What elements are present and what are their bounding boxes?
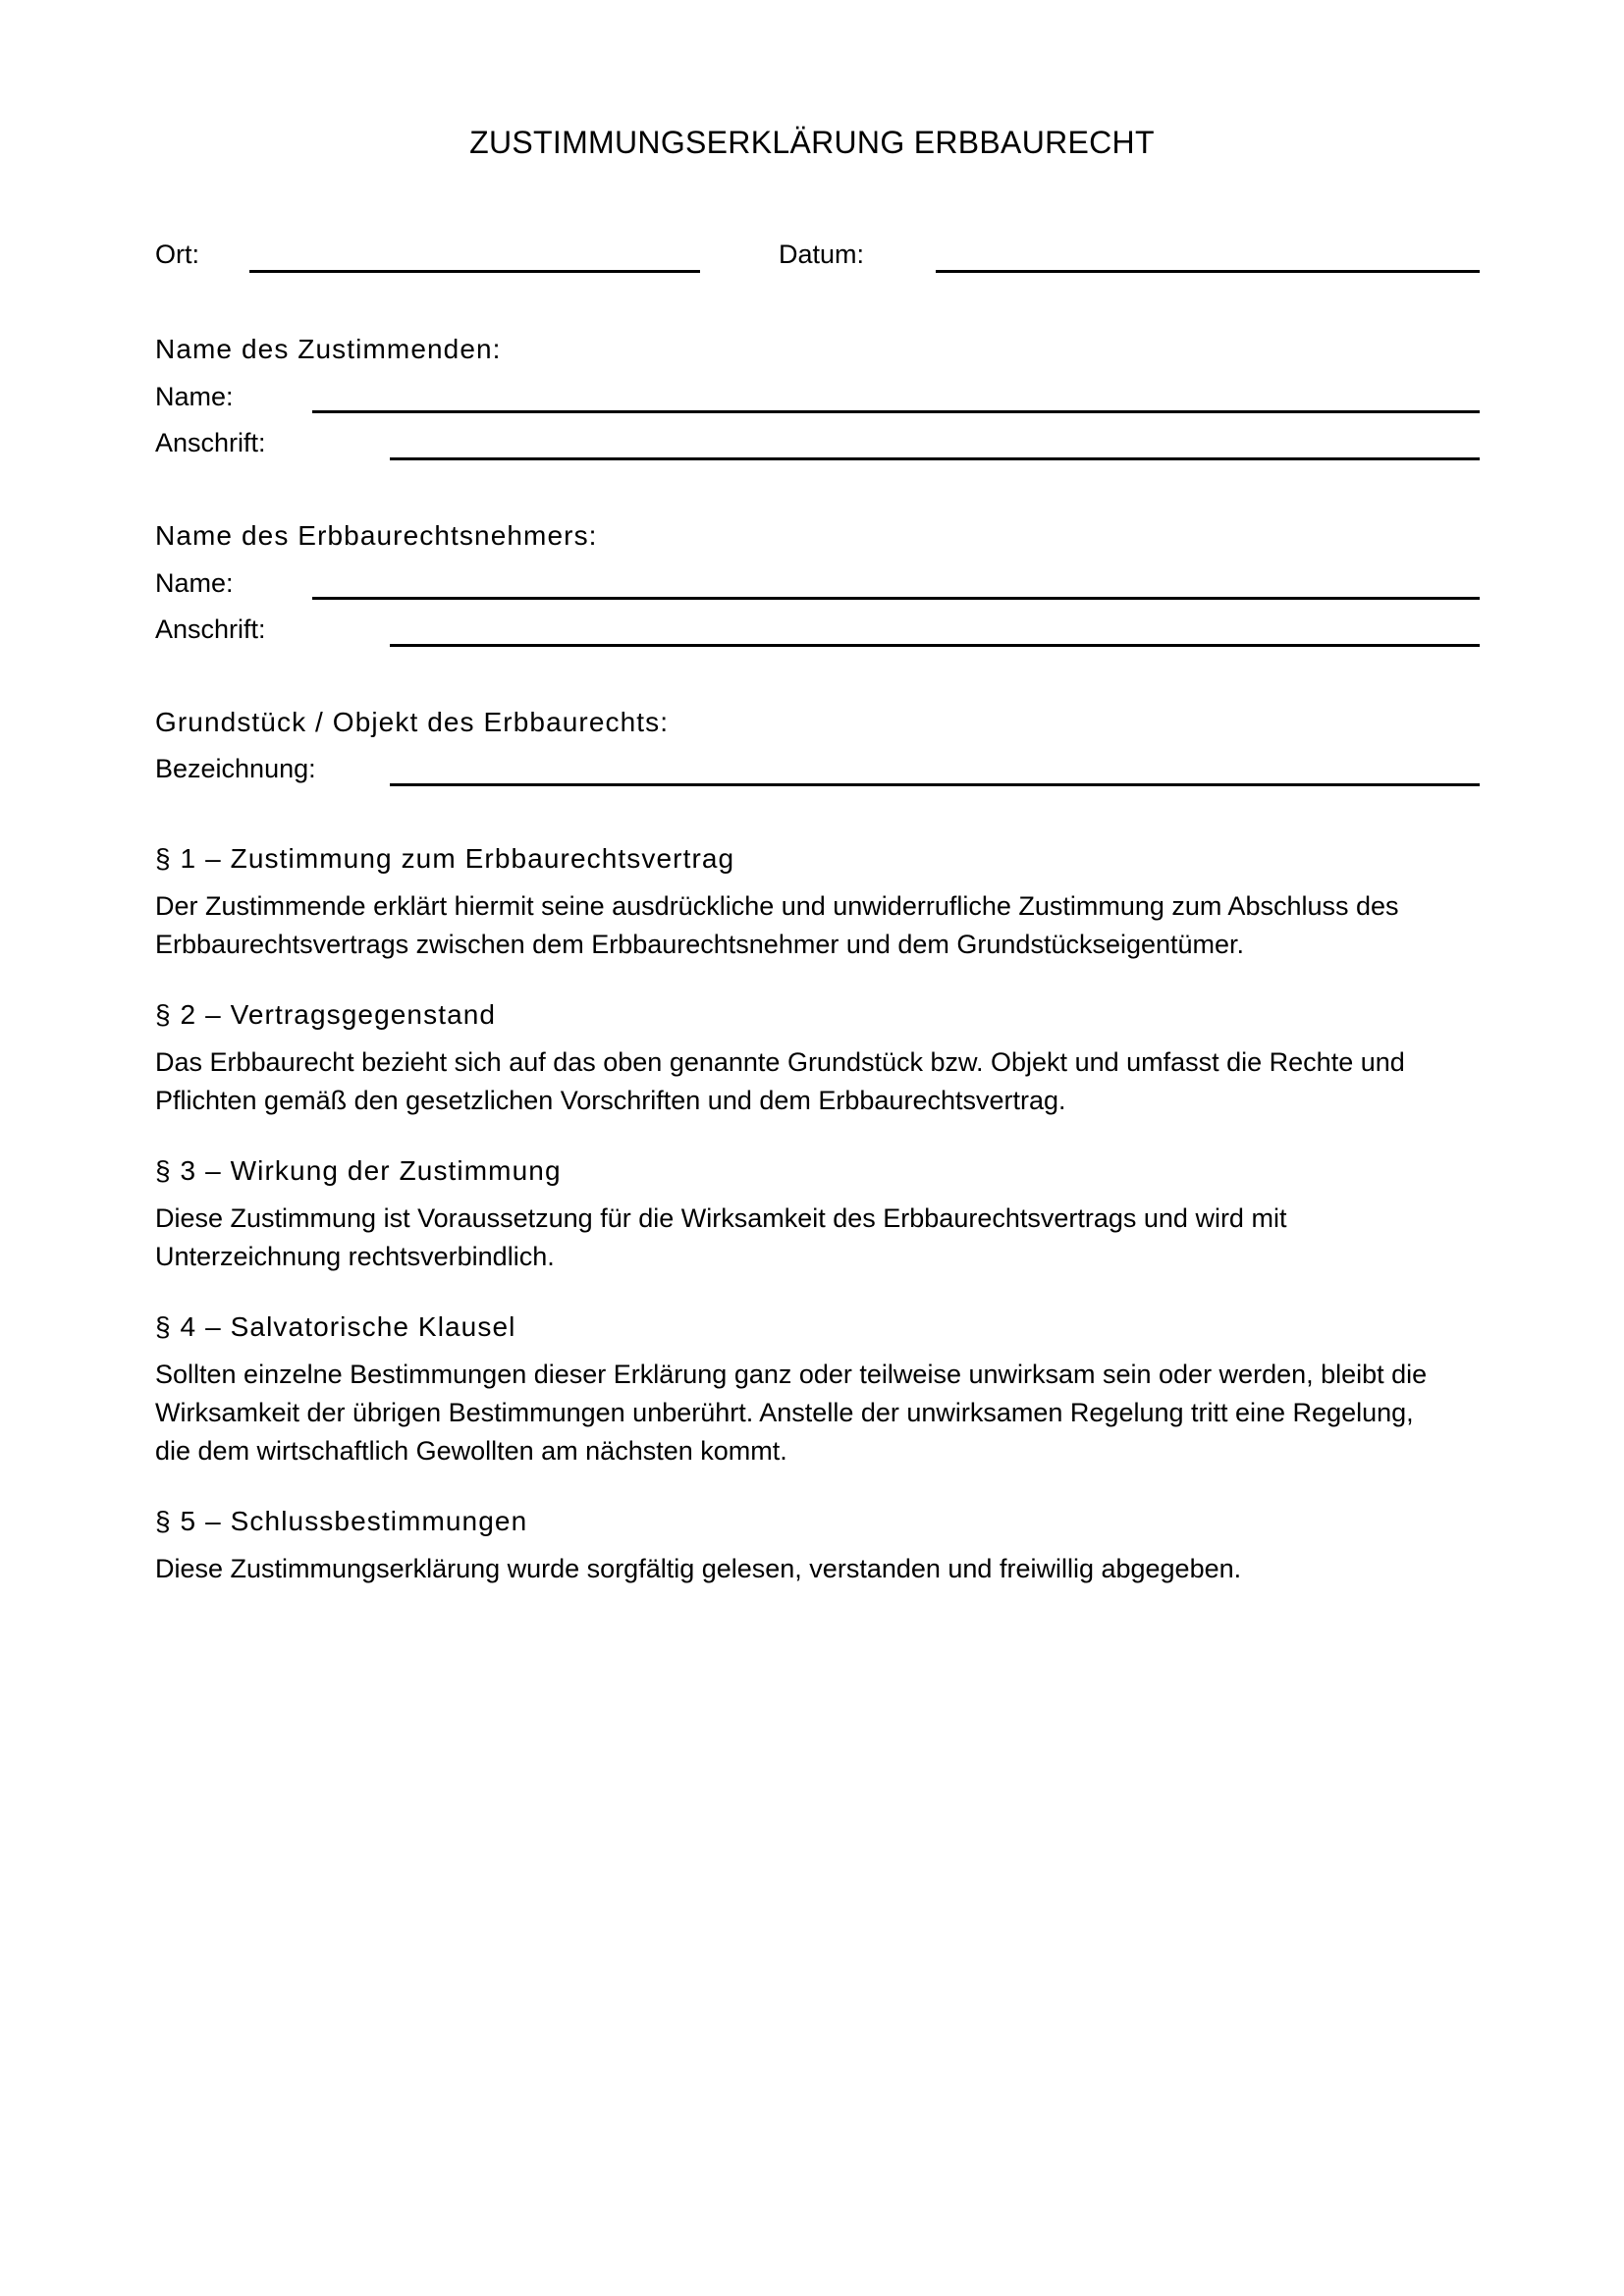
section-2-line: Pflichten gemäß den gesetzlichen Vorschriften und dem Erbbaurechtsvertrag. xyxy=(155,1086,1066,1115)
section-1-text xyxy=(155,887,1490,964)
consenting-address-label: Anschrift: xyxy=(155,428,266,457)
consenting-party-heading: Name des Zustimmenden: xyxy=(155,334,502,364)
section-4-line: Wirksamkeit der übrigen Bestimmungen unberührt. Anstelle der unwirksamen Regelung tritt eine Regelung, xyxy=(155,1398,1414,1427)
leaseholder-heading: Name des Erbbaurechtsnehmers: xyxy=(155,520,598,551)
section-3-line: Diese Zustimmung ist Voraussetzung für die Wirksamkeit des Erbbaurechtsvertrags und wird mit xyxy=(155,1203,1287,1233)
section-1-line: Der Zustimmende erklärt hiermit seine ausdrückliche und unwiderrufliche Zustimmung zum Abschluss des xyxy=(155,891,1399,921)
section-1-heading: § 1 – Zustimmung zum Erbbaurechtsvertrag xyxy=(155,843,735,874)
date-field[interactable] xyxy=(936,270,1480,273)
section-3-heading: § 3 – Wirkung der Zustimmung xyxy=(155,1155,562,1186)
section-2-line: Das Erbbaurecht bezieht sich auf das oben genannte Grundstück bzw. Objekt und umfasst die Rechte und xyxy=(155,1047,1405,1077)
section-4-line: die dem wirtschaftlich Gewollten am nächsten kommt. xyxy=(155,1436,787,1466)
consenting-name-field[interactable] xyxy=(312,410,1480,413)
section-4-heading: § 4 – Salvatorische Klausel xyxy=(155,1311,516,1342)
section-3-text xyxy=(155,1200,1490,1276)
section-3-line: Unterzeichnung rechtsverbindlich. xyxy=(155,1242,555,1271)
section-5-text xyxy=(155,1550,1490,1588)
section-4-line: Sollten einzelne Bestimmungen dieser Erklärung ganz oder teilweise unwirksam sein oder werden, bleibt die xyxy=(155,1360,1428,1389)
property-designation-label: Bezeichnung: xyxy=(155,754,316,783)
leaseholder-address-label: Anschrift: xyxy=(155,614,266,644)
consenting-address-field[interactable] xyxy=(390,457,1480,460)
leaseholder-address-field[interactable] xyxy=(390,644,1480,647)
section-5-line: Diese Zustimmungserklärung wurde sorgfältig gelesen, verstanden und freiwillig abgegeben. xyxy=(155,1554,1242,1583)
section-2-text xyxy=(155,1043,1490,1120)
section-5-heading: § 5 – Schlussbestimmungen xyxy=(155,1506,528,1536)
date-label: Datum: xyxy=(779,240,865,269)
property-designation-field[interactable] xyxy=(390,783,1480,786)
section-4-text xyxy=(155,1356,1490,1470)
document-title: ZUSTIMMUNGSERKLÄRUNG ERBBAURECHT xyxy=(469,125,1155,160)
place-field[interactable] xyxy=(249,270,700,273)
place-label: Ort: xyxy=(155,240,199,269)
section-2-heading: § 2 – Vertragsgegenstand xyxy=(155,999,497,1030)
property-heading: Grundstück / Objekt des Erbbaurechts: xyxy=(155,707,670,737)
leaseholder-name-label: Name: xyxy=(155,568,234,598)
leaseholder-name-field[interactable] xyxy=(312,597,1480,600)
consenting-name-label: Name: xyxy=(155,382,234,411)
section-1-line: Erbbaurechtsvertrags zwischen dem Erbbaurechtsnehmer und dem Grundstückseigentümer. xyxy=(155,930,1245,959)
